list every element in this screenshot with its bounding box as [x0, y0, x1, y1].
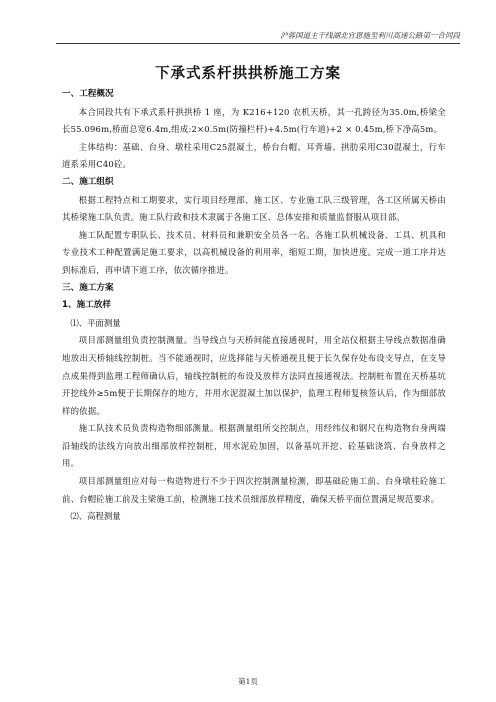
subsection-heading-layout: 1、施工放样: [62, 300, 111, 311]
paragraph: 项目部测量组负责控制测量。当导线点与天桥间能直接通视时，用全站仪根据主导线点数据准确地放出天桥轴线控制桩。当不能通视时，应选择能与天桥通视且便于长久保存处布设支导点，在支导点成果得到监理工程师确认后，轴线控制桩的布设及放样方法同直接通视法。控制桩布置在天桥基坑开挖线外≥5m便于长期保存的地方，并用水泥混凝土加以保护，监理工程师复核签认后，作为细部放样的依据。: [62, 335, 446, 416]
document-body: [62, 86, 446, 526]
section-heading-organization: 二、施工组织: [62, 176, 114, 187]
page-footer: 第1页: [238, 677, 258, 686]
paragraph: 施工队配置专职队长、技术员、材料员和兼职安全员各一名。各施工队机械设备、工具、机具和专业技术工种配置满足施工要求，以高机械设备的利用率，缩短工期，加快进度。完成一道工序并达到标准后，再申请下道工序，依次循序推进。: [62, 229, 446, 275]
page-header: 沪蓉国道主干线湖北宜恩施至利川高速公路第一合同段: [280, 31, 460, 40]
item-label-elevation-survey: ⑵、高程测量: [70, 511, 121, 522]
paragraph: 项目部测量组应对每一构造物进行不少于四次控制测量检测，即基础砼施工前、台身墩柱砼施工前、台帽砼施工前及主梁施工前，检测施工技术员细部放样精度，确保天桥平面位置满足规范要求。: [62, 476, 446, 504]
paragraph: 根据工程特点和工期要求，实行项目经理部、施工区、专业施工队三级管理，各工区所属天桥由其桥梁施工队负责。施工队行政和技术隶属于各施工区、总体安排和质量监督服从项目部。: [62, 194, 446, 223]
paragraph: 主体结构：基础、台身、墩柱采用C25混凝土，桥台台帽、耳背墙、拱肋采用C30混凝土，行车道系采用C40砼。: [62, 141, 446, 170]
item-label-plane-survey: ⑴、平面测量: [70, 317, 121, 328]
document-title: 下承式系杆拱拱桥施工方案: [155, 66, 341, 82]
paragraph: 本合同段共有下承式系杆拱拱桥 1 座，为 K216+120 农机天桥，其一孔跨径为35.0m,桥梁全长55.096m,桥面总宽6.4m,组成:2×0.5m(防撞栏杆)+4.5m(行车道)+2 × 0.45m,桥下净高5m。: [62, 106, 446, 135]
paragraph: 施工队技术员负责构造物细部测量。根据测量组所交控制点，用经纬仪和钢尺在构造物台身两端沿轴线的法线方向放出细部放样控制桩，用水泥砼加固，以备基坑开挖、砼基础浇筑、台身放样之用。: [62, 423, 446, 469]
header-rule: [56, 43, 460, 44]
section-heading-plan: 三、施工方案: [62, 282, 114, 293]
section-heading-overview: 一、工程概况: [62, 89, 114, 99]
